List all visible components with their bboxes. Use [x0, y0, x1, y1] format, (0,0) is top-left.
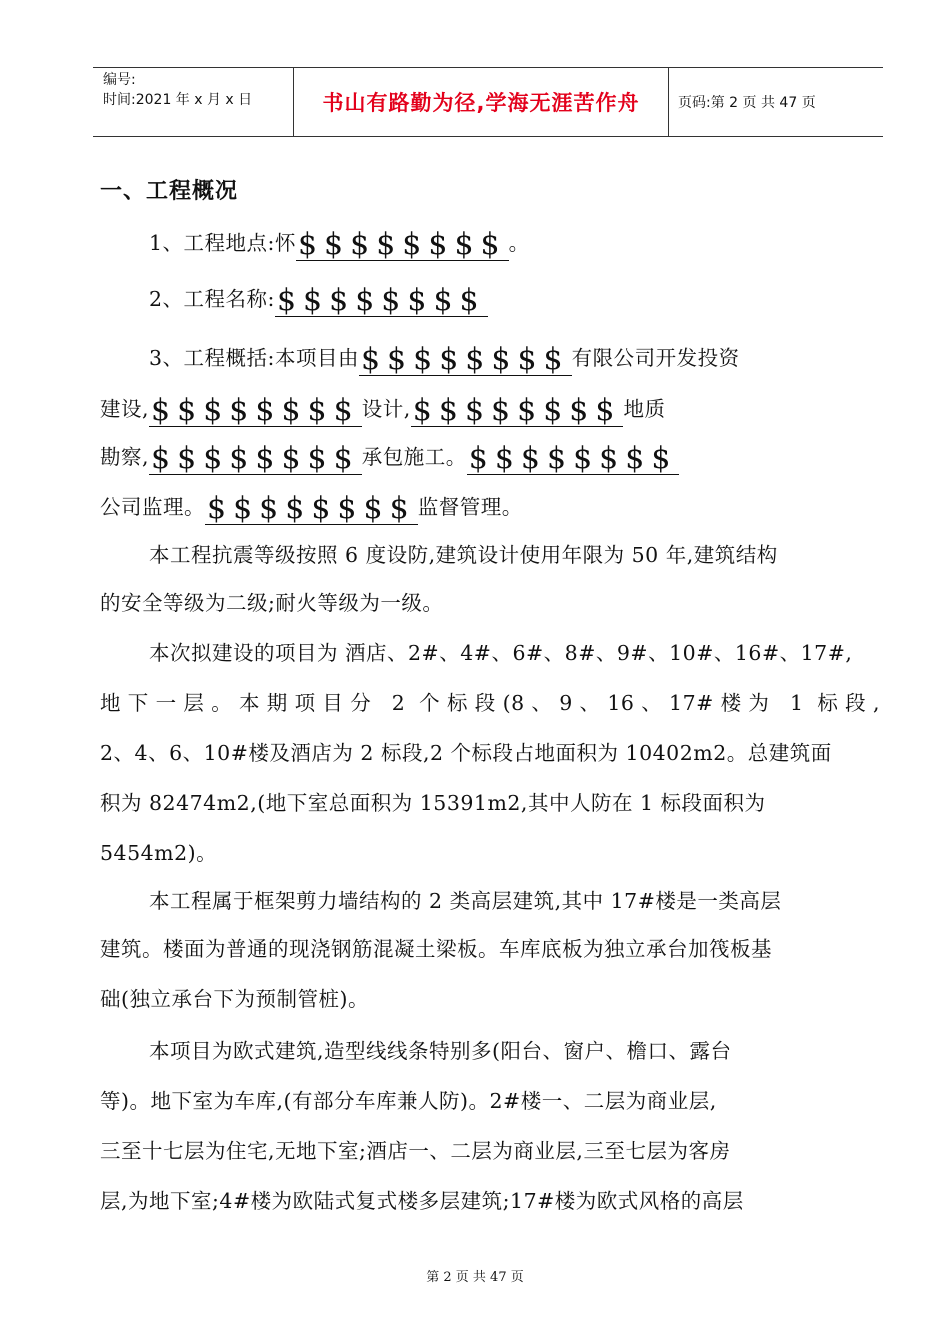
paragraph-line: 建筑。楼面为普通的现浇钢筋混凝土梁板。车库底板为独立承台加筏板基 — [100, 937, 772, 961]
name-line — [149, 282, 929, 317]
paragraph-line: 2、4、6、10#楼及酒店为 2 标段,2 个标段占地面积为 10402m2。总建筑面 — [100, 741, 832, 765]
survey-line — [100, 440, 880, 475]
paragraph-line: 础(独立承台下为预制管桩)。 — [100, 987, 369, 1011]
company-prefix: 公司监理。 — [100, 495, 205, 519]
location-line — [149, 226, 929, 261]
paragraph-line: 积为 82474m2,(地下室总面积为 15391m2,其中人防在 1 标段面积为 — [100, 791, 766, 815]
developer-suffix: 有限公司开发投资 — [571, 346, 740, 370]
design-line — [100, 392, 880, 427]
page-label: 页码:第 2 页 共 47 页 — [678, 95, 816, 111]
geo-value: $$$$$$$$ — [412, 393, 622, 428]
paragraph-line: 的安全等级为二级;耐火等级为一级。 — [100, 591, 444, 615]
name-prefix: 2、工程名称: — [149, 287, 275, 311]
authority-suffix: 监督管理。 — [417, 495, 523, 519]
paragraph-line: 三至十七层为住宅,无地下室;酒店一、二层为商业层,三至七层为客房 — [100, 1139, 731, 1163]
location-value: $$$$$$$$ — [297, 227, 507, 262]
page-footer: 第 2 页 共 47 页 — [426, 1270, 524, 1285]
header-meta-cell — [93, 68, 294, 136]
supervisor-value: $$$$$$$$ — [468, 441, 678, 476]
name-value: $$$$$$$$ — [276, 283, 486, 318]
location-prefix: 1、工程地点:怀 — [149, 231, 296, 255]
build-prefix: 建设, — [100, 397, 150, 421]
time-label: 时间:2021 年 x 月 x 日 — [103, 92, 253, 108]
paragraph-line: 地下一层。本期项目分 2 个标段(8、9、16、17#楼为 1 标段, — [100, 691, 880, 715]
paragraph-line: 本项目为欧式建筑,造型线线条特别多(阳台、窗户、檐口、露台 — [149, 1039, 732, 1063]
geo-suffix: 地质 — [623, 397, 666, 421]
developer-value: $$$$$$$$ — [360, 342, 570, 377]
location-suffix: 。 — [508, 231, 530, 255]
contractor-value: $$$$$$$$ — [151, 441, 360, 476]
overview-prefix: 3、工程概括:本项目由 — [149, 346, 359, 370]
paragraph-line: 等)。地下室为车库,(有部分车库兼人防)。2#楼一、二层为商业层, — [100, 1089, 717, 1113]
code-label: 编号: — [103, 72, 136, 88]
paragraph-line: 5454m2)。 — [100, 841, 218, 865]
designer-value: $$$$$$$$ — [151, 393, 360, 428]
paragraph-line: 本工程抗震等级按照 6 度设防,建筑设计使用年限为 50 年,建筑结构 — [149, 543, 778, 567]
motto: 书山有路勤为径,学海无涯苦作舟 — [294, 68, 669, 136]
authority-value: $$$$$$$$ — [207, 491, 416, 526]
paragraph-line: 本工程属于框架剪力墙结构的 2 类高层建筑,其中 17#楼是一类高层 — [149, 889, 782, 913]
company-line — [100, 490, 880, 525]
contractor-suffix: 承包施工。 — [361, 445, 467, 469]
header-table — [93, 67, 883, 137]
overview-line — [149, 341, 929, 376]
paragraph-line: 层,为地下室;4#楼为欧陆式复式楼多层建筑;17#楼为欧式风格的高层 — [100, 1189, 744, 1213]
survey-prefix: 勘察, — [100, 445, 150, 469]
designer-suffix: 设计, — [361, 397, 411, 421]
section-title: 一、工程概况 — [100, 179, 239, 204]
paragraph-line: 本次拟建设的项目为 酒店、2#、4#、6#、8#、9#、10#、16#、17#, — [149, 641, 853, 665]
